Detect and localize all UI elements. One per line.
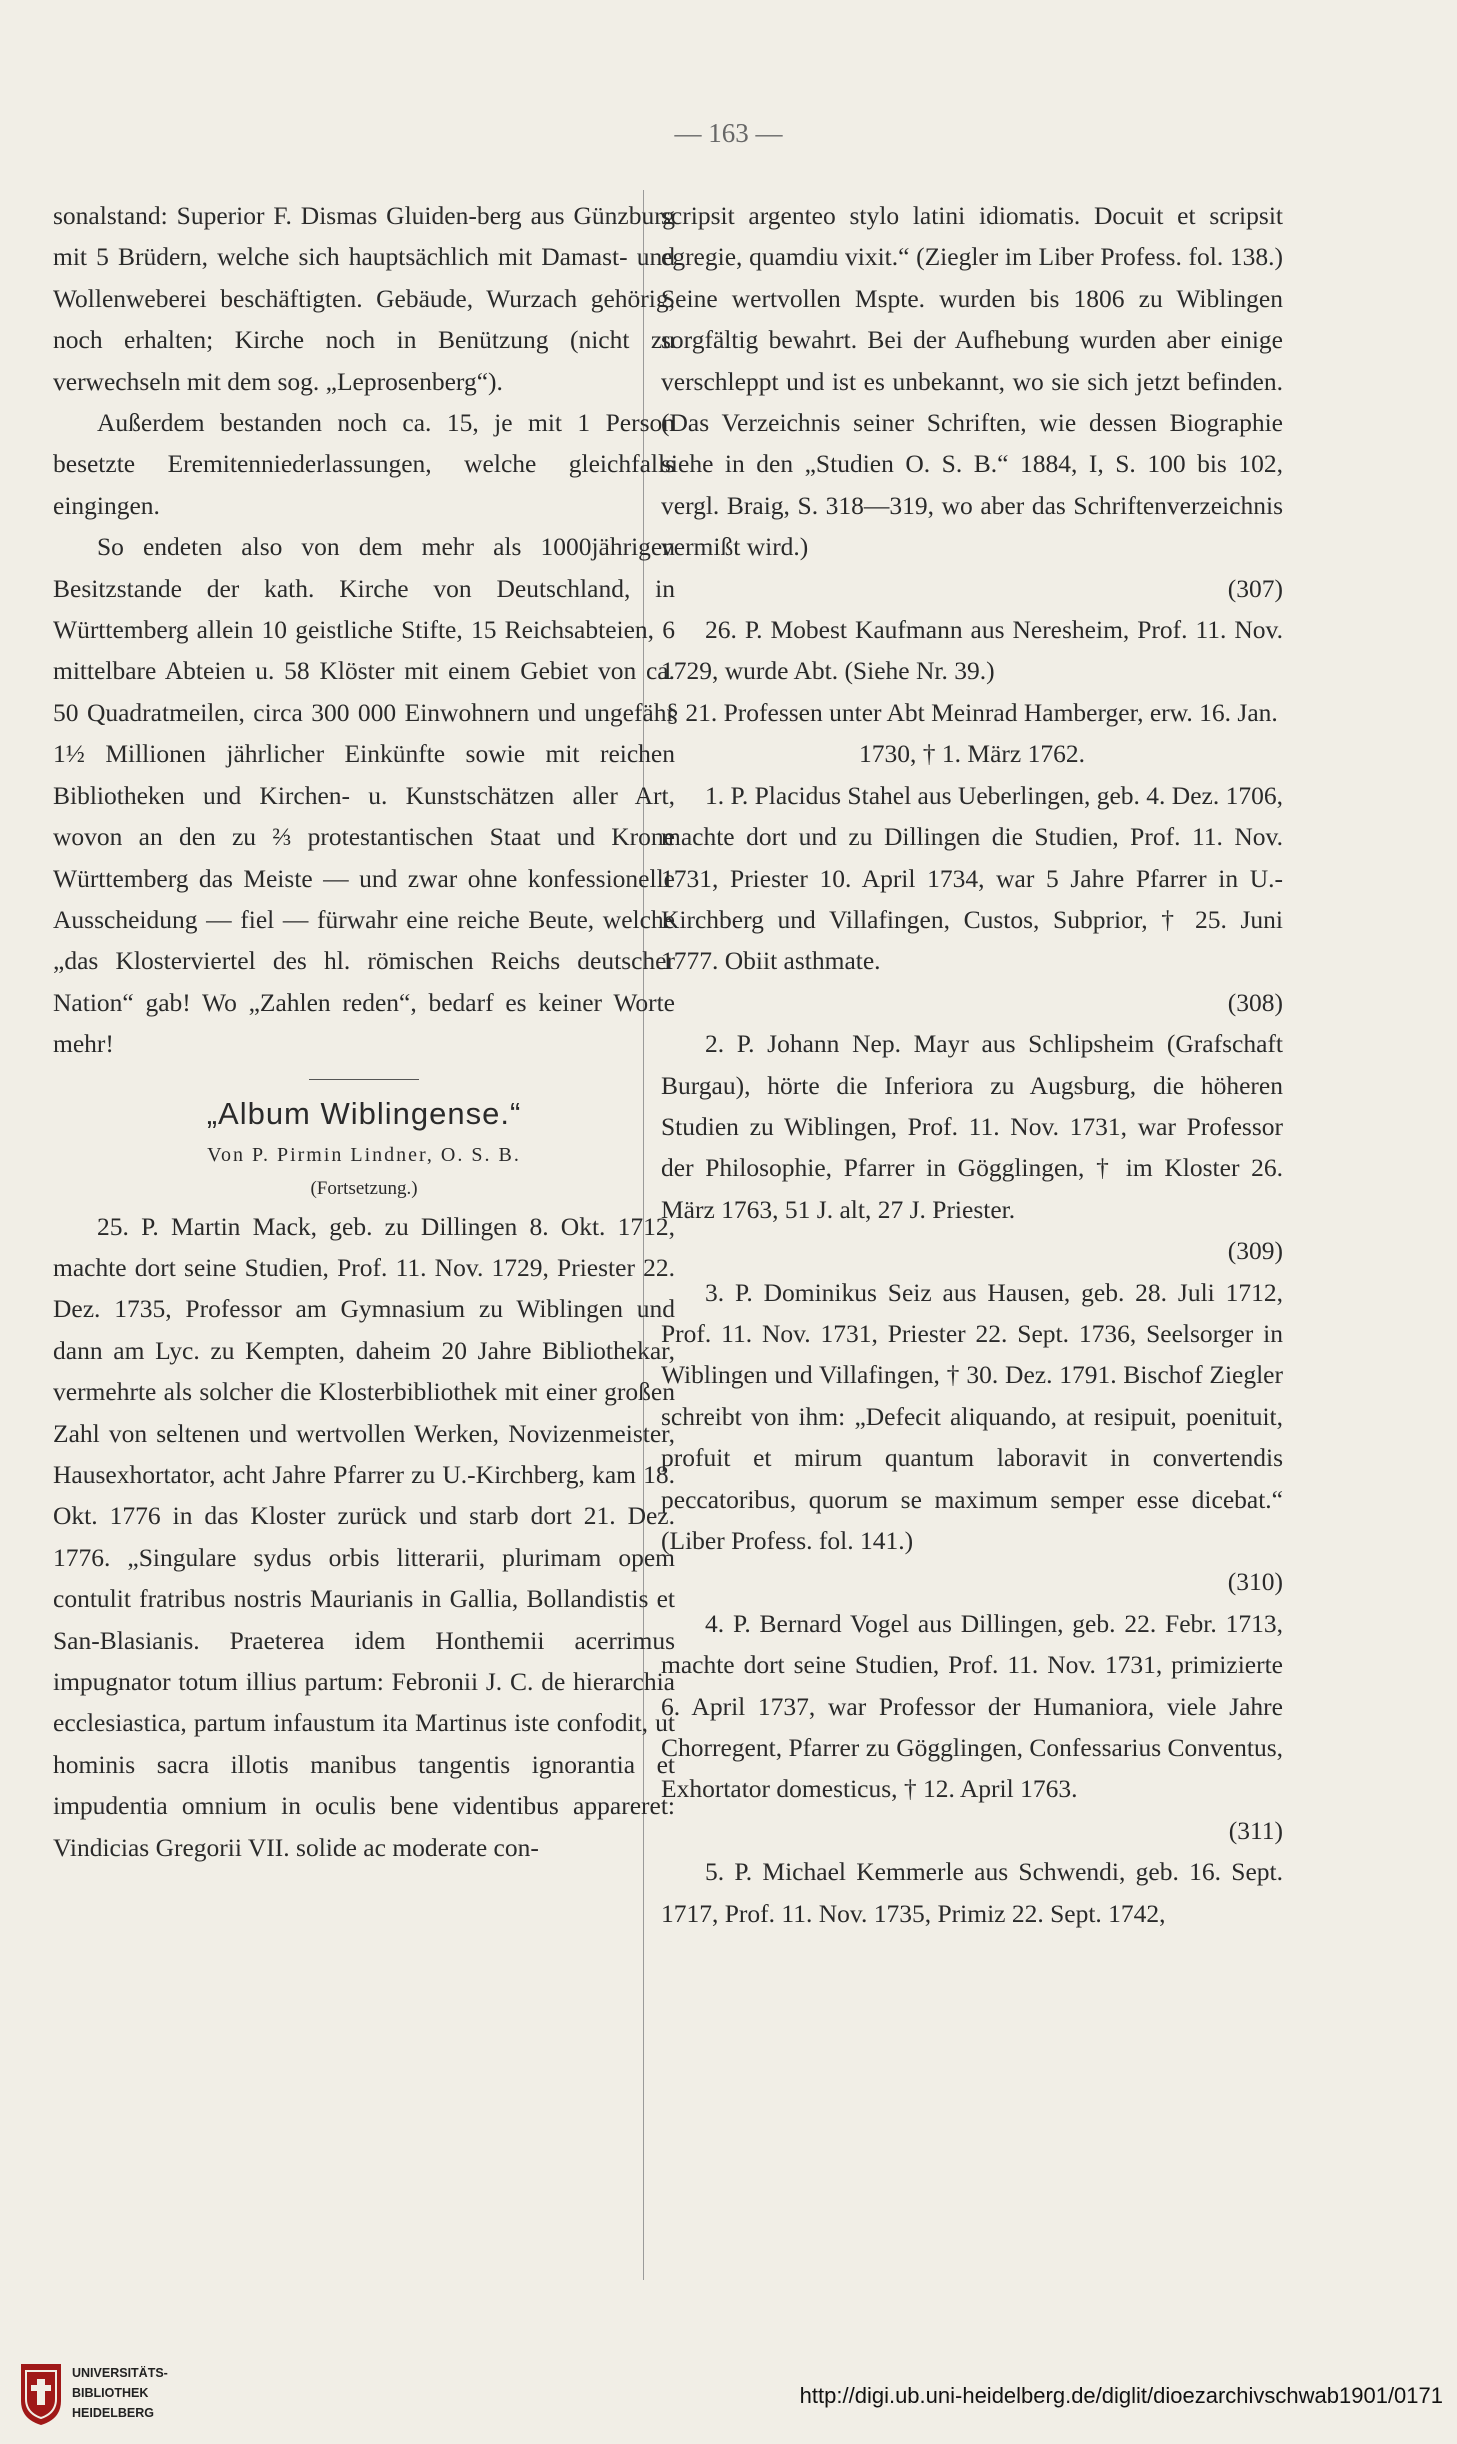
paragraph: So endeten also von dem mehr als 1000jährigen Besitzstande der kath. Kirche von Deutschland, in Württemberg allein 10 geistliche Stifte, 15 Reichsabteien, 6 mittelbare Abteien u. 58 Klöster mit einem Gebiet von ca. 50 Quadratmeilen, circa 300 000 Einwohnern und ungefähr 1½ Millionen jährlicher Einkünfte sowie mit reichen Bibliotheken und Kirchen- u. Kunstschätzen aller Art, wovon an den zu ⅔ protestantischen Staat und Krone Württemberg das Meiste — und zwar ohne konfessionelle Ausscheidung — fiel — fürwahr eine reiche Beute, welche „das Klosterviertel des hl. römischen Reichs deutscher Nation“ gab! Wo „Zahlen reden“, bedarf es keiner Worte mehr!: [53, 532, 675, 1059]
left-column: [53, 195, 675, 1868]
paragraph: 1. P. Placidus Stahel aus Ueberlingen, geb. 4. Dez. 1706, machte dort und zu Dillingen die Studien, Prof. 11. Nov. 1731, Priester 10. April 1734, war 5 Jahre Pfarrer in U.-Kirchberg und Villafingen, Custos, Subprior, † 25. Juni 1777. Obiit asthmate.: [661, 780, 1283, 976]
entry-number: (307): [1227, 573, 1283, 603]
paragraph: scripsit argenteo stylo latini idiomatis. Docuit et scripsit egregie, quamdiu vixit.“ (Ziegler im Liber Profess. fol. 138.) Seine wertvollen Mspte. wurden bis 1806 zu Wiblingen sorgfältig bewahrt. Bei der Aufhebung wurden aber einige verschleppt und ist es unbekannt, wo sie sich jetzt befinden. (Das Verzeichnis seiner Schriften, wie dessen Biographie siehe in den „Studien O. S. B.“ 1884, I, S. 100 bis 102, vergl. Braig, S. 318—319, wo aber das Schriftenverzeichnis vermißt wird.): [661, 201, 1283, 562]
entry-number: (310): [1227, 1567, 1283, 1597]
paragraph: 4. P. Bernard Vogel aus Dillingen, geb. 22. Febr. 1713, machte dort seine Studien, Prof. 11. Nov. 1731, primizierte 6. April 1737, war Professor der Humaniora, viele Jahre Chorregent, Pfarrer zu Gögglingen, Confessarius Conventus, Exhortator domesticus, † 12. April 1763.: [661, 1608, 1283, 1804]
paragraph: 3. P. Dominikus Seiz aus Hausen, geb. 28. Juli 1712, Prof. 11. Nov. 1731, Priester 22. Sept. 1736, Seelsorger in Wiblingen und Villafingen, † 30. Dez. 1791. Bischof Ziegler schreibt von ihm: „Defecit aliquando, at resipuit, poenituit, profuit et mirum quantum laboravit in convertendis peccatoribus, quorum se maximum semper esse dicebat.“ (Liber Profess. fol. 141.): [661, 1277, 1283, 1555]
entry-number: (309): [1227, 1236, 1283, 1266]
page-number: — 163 —: [674, 118, 783, 148]
library-logo[interactable]: [18, 2355, 188, 2435]
continuation-note: (Fortsetzung.): [310, 1177, 418, 1199]
paragraph: sonalstand: Superior F. Dismas Gluiden-berg aus Günzburg mit 5 Brüdern, welche sich hauptsächlich mit Damast- und Wollenweberei beschäftigten. Gebäude, Wurzach gehörig, noch erhalten; Kirche noch in Benützung (nicht zu verwechseln mit dem sog. „Leprosenberg“).: [53, 201, 675, 396]
logo-line: BIBLIOTHEK: [72, 2386, 149, 2400]
paragraph: 26. P. Mobest Kaufmann aus Neresheim, Prof. 11. Nov. 1729, wurde Abt. (Siehe Nr. 39.): [661, 615, 1283, 686]
entry-number: (308): [1227, 987, 1283, 1017]
right-column: [661, 195, 1283, 1934]
paragraph: 25. P. Martin Mack, geb. zu Dillingen 8. Okt. 1712, machte dort seine Studien, Prof. 11. Nov. 1729, Priester 22. Dez. 1735, Professor am Gymnasium zu Wiblingen und dann am Lyc. zu Kempten, daheim 20 Jahre Bibliothekar, vermehrte als solcher die Klosterbibliothek mit einer großen Zahl von seltenen und wertvollen Werken, Novizenmeister, Hausexhortator, acht Jahre Pfarrer zu U.-Kirchberg, kam 18. Okt. 1776 in das Kloster zurück und starb dort 21. Dez. 1776. „Singulare sydus orbis litterarii, plurimam opem contulit fratribus nostris Maurianis in Gallia, Bollandistis et San-Blasianis. Praeterea idem Honthemii acerrimus impugnator totum illius partum: Febronii J. C. de hierarchia ecclesiastica, partum infaustum ita Martinus iste confodit, ut hominis sacra illotis manibus tangentis ignorantia et impudentia omnium in oculis bene videntibus appareret: Vindicias Gregorii VII. solide ac moderate con-: [53, 1211, 675, 1862]
entry-number: (311): [1228, 1815, 1283, 1845]
section-divider: [309, 1079, 419, 1080]
logo-line: UNIVERSITÄTS-: [72, 2366, 168, 2380]
paragraph: Außerdem bestanden noch ca. 15, je mit 1 Person besetzte Eremitenniederlassungen, welche gleichfalls eingingen.: [53, 408, 675, 520]
section-heading: § 21. Professen unter Abt Meinrad Hamberger, erw. 16. Jan. 1730, † 1. März 1762.: [666, 697, 1278, 769]
library-name: [72, 2363, 168, 2423]
source-url[interactable]: http://digi.ub.uni-heidelberg.de/diglit/dioezarchivschwab1901/0171: [799, 2383, 1443, 2408]
paragraph: 2. P. Johann Nep. Mayr aus Schlipsheim (Grafschaft Burgau), hörte die Inferiora zu Augsburg, die höheren Studien zu Wiblingen, Prof. 11. Nov. 1731, war Professor der Philosophie, Pfarrer in Gögglingen, † im Kloster 26. März 1763, 51 J. alt, 27 J. Priester.: [661, 1029, 1283, 1224]
footer: [0, 2355, 1457, 2444]
section-title: „Album Wiblingense.“: [206, 1095, 522, 1131]
author-byline: Von P. Pirmin Lindner, O. S. B.: [207, 1143, 521, 1166]
seal-icon: [18, 2361, 64, 2427]
paragraph: 5. P. Michael Kemmerle aus Schwendi, geb. 16. Sept. 1717, Prof. 11. Nov. 1735, Primiz 22. Sept. 1742,: [661, 1857, 1283, 1928]
logo-line: HEIDELBERG: [72, 2406, 154, 2420]
